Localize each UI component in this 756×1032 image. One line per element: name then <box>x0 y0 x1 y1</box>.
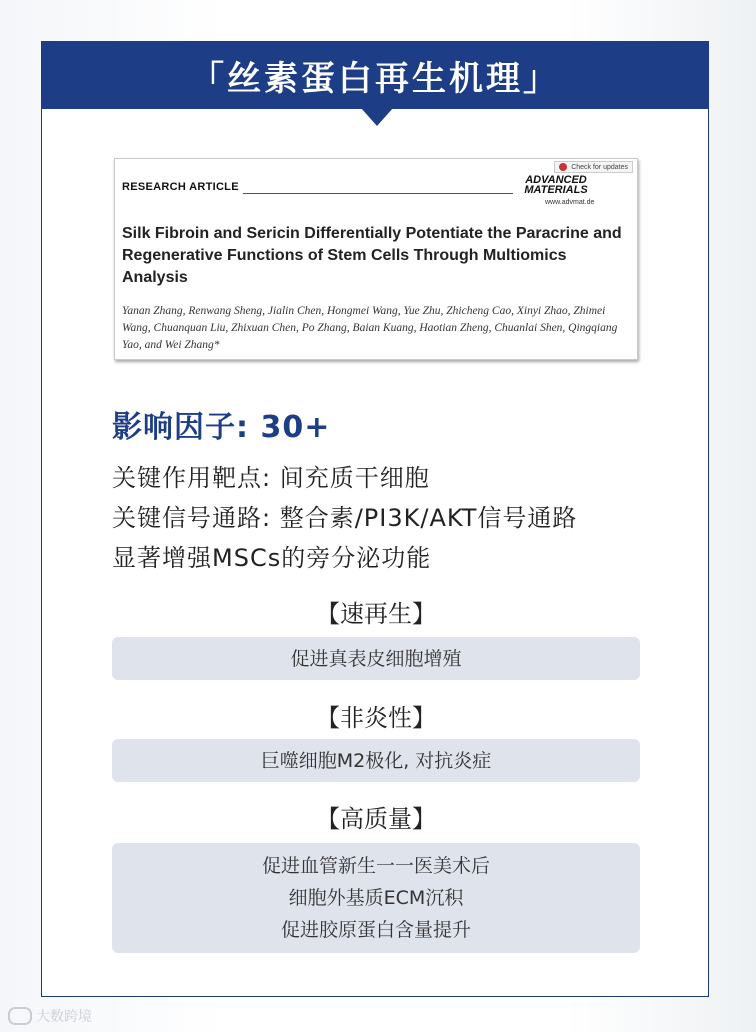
paper-title: Silk Fibroin and Sericin Differentially Potentiate the Paracrine and Regenerative Functions of Stem Cells Through Multiomics Analysis <box>122 225 622 286</box>
section-title-regeneration: 【速再生】 <box>316 600 436 628</box>
journal-logo: ADVANCED MATERIALS <box>524 174 588 196</box>
check-for-updates-badge <box>554 161 633 173</box>
info-effect: 显著增强MSCs的旁分泌功能 <box>112 544 432 572</box>
section-box-quality <box>112 843 640 953</box>
info-pathway: 关键信号通路: 整合素/PI3K/AKT信号通路 <box>112 504 578 532</box>
paper-snapshot <box>114 158 638 360</box>
impact-factor: 影响因子: 30+ <box>112 410 331 445</box>
section-box-regeneration <box>112 637 640 680</box>
section-title-quality: 【高质量】 <box>316 805 436 833</box>
section-line: 促进真表皮细胞增殖 <box>290 647 462 670</box>
section-title-anti-inflammatory: 【非炎性】 <box>316 704 436 732</box>
check-label: Check for updates <box>571 163 628 171</box>
section-line: 巨噬细胞M2极化, 对抗炎症 <box>260 749 492 772</box>
header-banner <box>41 41 709 109</box>
info-target: 关键作用靶点: 间充质干细胞 <box>112 464 430 492</box>
journal-url: www.advmat.de <box>545 199 595 206</box>
watermark-text: 大数跨境 <box>36 1009 92 1025</box>
header-rule <box>243 193 513 194</box>
watermark <box>8 1006 92 1026</box>
banner-notch <box>361 108 393 126</box>
section-line: 促进胶原蛋白含量提升 <box>280 919 471 941</box>
header-title: 「丝素蛋白再生机理」 <box>190 58 560 99</box>
update-icon <box>559 163 567 171</box>
content-card <box>41 41 709 997</box>
section-label: RESEARCH ARTICLE <box>122 181 239 193</box>
paper-authors: Yanan Zhang, Renwang Sheng, Jialin Chen, Hongmei Wang, Yue Zhu, Zhicheng Cao, Xinyi Zhao, Zhimei Wang, Chuanquan Liu, Zhixuan Chen, Po Zhang, Baian Kuang, Haotian Zheng, Chuanlai Shen, Qingqiang Yao, and Wei Zhang* <box>122 305 618 351</box>
section-line: 细胞外基质ECM沉积 <box>288 887 464 909</box>
watermark-logo-icon <box>8 1007 32 1025</box>
section-line: 促进血管新生一一医美术后 <box>261 855 490 877</box>
section-box-anti-inflammatory <box>112 739 640 782</box>
